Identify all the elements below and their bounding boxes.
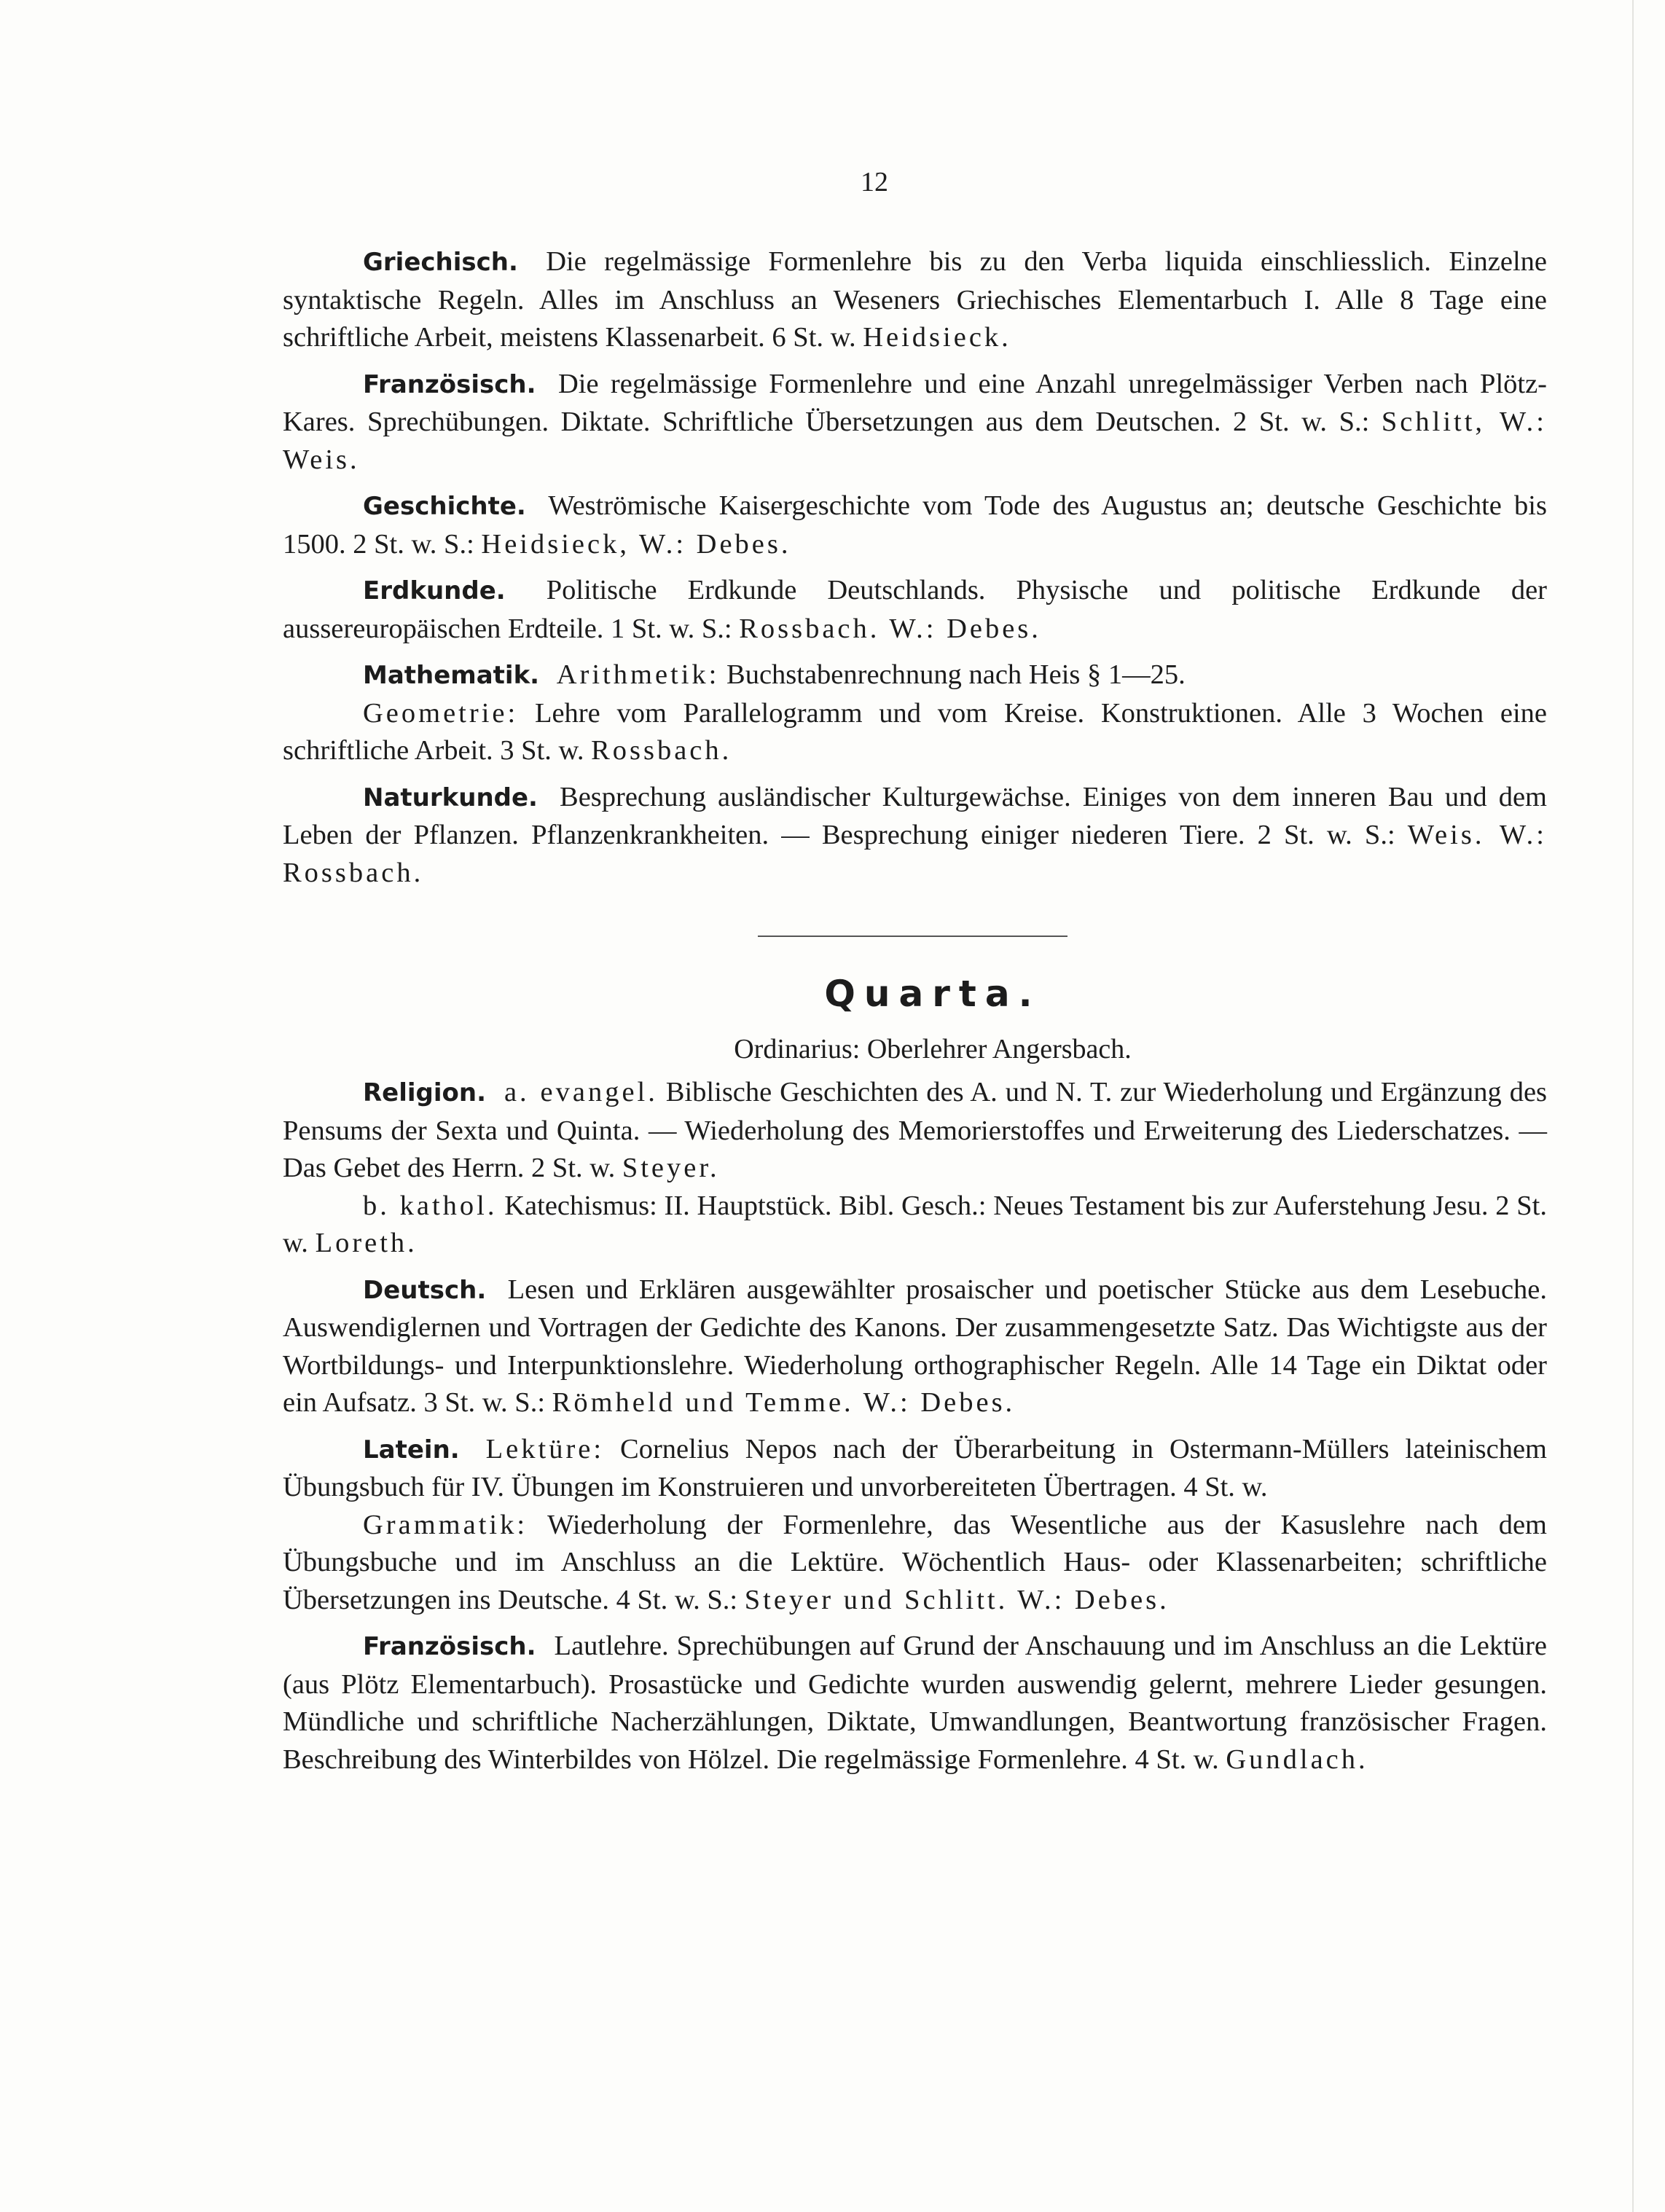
paragraph-religion	[283, 1074, 1547, 1188]
subject-heading: Griechisch.	[363, 248, 518, 277]
paragraph-lead: Geometrie:	[363, 697, 519, 729]
subject-heading: Religion.	[363, 1078, 487, 1107]
paragraph-religion-kathol	[283, 1188, 1547, 1263]
paragraph-text: Biblische Geschichten des A. und N. T. zur Wiederholung und Ergänzung des Pensums der Sexta und Quinta. — Wiederholung des Memorierstoffes und Erweiterung des Liederschatzes. — Das Gebet des Herrn. 2 St. w.	[283, 1077, 1548, 1183]
paragraph-mathematik	[283, 656, 1547, 695]
teacher-name: Heidsieck.	[863, 322, 1011, 353]
subject-heading: Mathematik.	[363, 661, 540, 690]
paragraph-erdkunde	[283, 572, 1547, 648]
subject-heading: Latein.	[363, 1435, 460, 1464]
subject-heading: Naturkunde.	[363, 783, 538, 812]
teacher-name: Weis. W.: Rossbach.	[283, 820, 1548, 888]
paragraph-text: Die regelmässige Formenlehre und eine Anzahl unregelmässiger Verben nach Plötz-Kares. Sprechübungen. Diktate. Schriftliche Übersetzungen aus dem Deutschen. 2 St. w. S.:	[283, 368, 1548, 437]
paragraph-text: Katechismus: II. Hauptstück. Bibl. Gesch.: Neues Testament bis zur Auferstehung Jesu. 2 St. w.	[283, 1190, 1548, 1258]
paragraph-text: Cornelius Nepos nach der Überarbeitung in Ostermann-Müllers lateinischem Übungsbuch für IV. Übungen im Konstruieren und unvorbereiteten Übertragen. 4 St. w.	[283, 1433, 1547, 1502]
paragraph-grammatik	[283, 1507, 1547, 1620]
teacher-name: Loreth.	[315, 1228, 418, 1258]
quinta-continued-block	[283, 243, 1547, 901]
teacher-name: Schlitt, W.: Weis.	[283, 407, 1548, 475]
subject-heading: Französisch.	[363, 369, 536, 399]
page-number: 12	[861, 167, 888, 197]
teacher-name: Steyer.	[622, 1153, 720, 1183]
teacher-name: Römheld und Temme. W.: Debes.	[552, 1387, 1016, 1418]
paragraph-lead: Grammatik:	[363, 1509, 528, 1540]
paragraph-naturkunde	[283, 779, 1547, 893]
section-ordinarius: Ordinarius: Oberlehrer Angersbach.	[734, 1034, 1132, 1064]
page-edge-shadow	[1632, 0, 1634, 2212]
paragraph-franzoesisch	[283, 366, 1547, 479]
teacher-name: Heidsieck, W.: Debes.	[481, 528, 791, 560]
teacher-name: Rossbach. W.: Debes.	[739, 613, 1041, 644]
subject-heading: Erdkunde.	[363, 576, 506, 605]
paragraph-lead: a. evangel.	[504, 1077, 658, 1107]
subject-heading: Geschichte.	[363, 492, 526, 521]
section-divider	[758, 936, 1067, 937]
paragraph-griechisch	[283, 243, 1547, 357]
paragraph-geschichte	[283, 487, 1547, 563]
paragraph-lead: b. kathol.	[363, 1190, 498, 1221]
subject-heading: Französisch.	[363, 1632, 536, 1661]
paragraph-lead: Arithmetik:	[556, 659, 720, 690]
paragraph-text: Lehre vom Parallelogramm und vom Kreise. Konstruktionen. Alle 3 Wochen eine schriftliche Arbeit. 3 St. w.	[283, 697, 1547, 766]
paragraph-text: Die regelmässige Formenlehre bis zu den Verba liquida einschliesslich. Einzelne syntaktische Regeln. Alles im Anschluss an Weseners Griechisches Elementarbuch I. Alle 8 Tage eine schriftliche Arbeit, meistens Klassenarbeit. 6 St. w.	[283, 246, 1547, 353]
subject-heading: Deutsch.	[363, 1275, 487, 1305]
teacher-name: Steyer und Schlitt. W.: Debes.	[744, 1584, 1170, 1615]
section-title: Quarta.	[824, 973, 1041, 1015]
paragraph-text: Besprechung ausländischer Kulturgewächse. Einiges von dem inneren Bau und dem Leben der Pflanzen. Pflanzenkrankheiten. — Besprechung einiger niederen Tiere. 2 St. w. S.:	[283, 781, 1547, 850]
paragraph-text: Weströmische Kaisergeschichte vom Tode des Augustus an; deutsche Geschichte bis 1500. 2 St. w. S.:	[283, 490, 1547, 560]
paragraph-franzoesisch-quarta	[283, 1628, 1547, 1778]
paragraph-text: Buchstabenrechnung nach Heis § 1—25.	[726, 659, 1186, 690]
teacher-name: Rossbach.	[591, 735, 732, 766]
paragraph-text: Wiederholung der Formenlehre, das Wesentliche aus der Kasuslehre nach dem Übungsbuche und im Anschluss an die Lektüre. Wöchentlich Haus- oder Klassenarbeiten; schriftliche Übersetzungen ins Deutsche. 4 St. w. S.:	[283, 1509, 1547, 1615]
paragraph-latein	[283, 1431, 1547, 1507]
paragraph-text: Lautlehre. Sprechübungen auf Grund der Anschauung und im Anschluss an die Lektüre (aus Plötz Elementarbuch). Prosastücke und Gedichte wurden auswendig gelernt, mehrere Lieder gesungen. Mündliche und schriftliche Nacherzählungen, Diktate, Umwandlungen, Beantwortung französischer Fragen. Beschreibung des Winterbildes von Hölzel. Die regelmässige Formenlehre. 4 St. w.	[283, 1631, 1547, 1775]
paragraph-geometrie	[283, 695, 1547, 770]
paragraph-text: Lesen und Erklären ausgewählter prosaischer und poetischer Stücke aus dem Lesebuche. Auswendiglernen und Vortragen der Gedichte des Kanons. Der zusammengesetzte Satz. Das Wichtigste aus der Wortbildungs- und Interpunktionslehre. Wiederholung orthographischer Regeln. Alle 14 Tage ein Diktat oder ein Aufsatz. 3 St. w. S.:	[283, 1274, 1547, 1418]
paragraph-lead: Lektüre:	[485, 1433, 605, 1464]
teacher-name: Gundlach.	[1226, 1744, 1368, 1775]
quarta-block	[283, 1074, 1547, 1787]
paragraph-text: Politische Erdkunde Deutschlands. Physische und politische Erdkunde der aussereuropäischen Erdteile. 1 St. w. S.:	[283, 575, 1547, 644]
paragraph-deutsch	[283, 1271, 1547, 1422]
